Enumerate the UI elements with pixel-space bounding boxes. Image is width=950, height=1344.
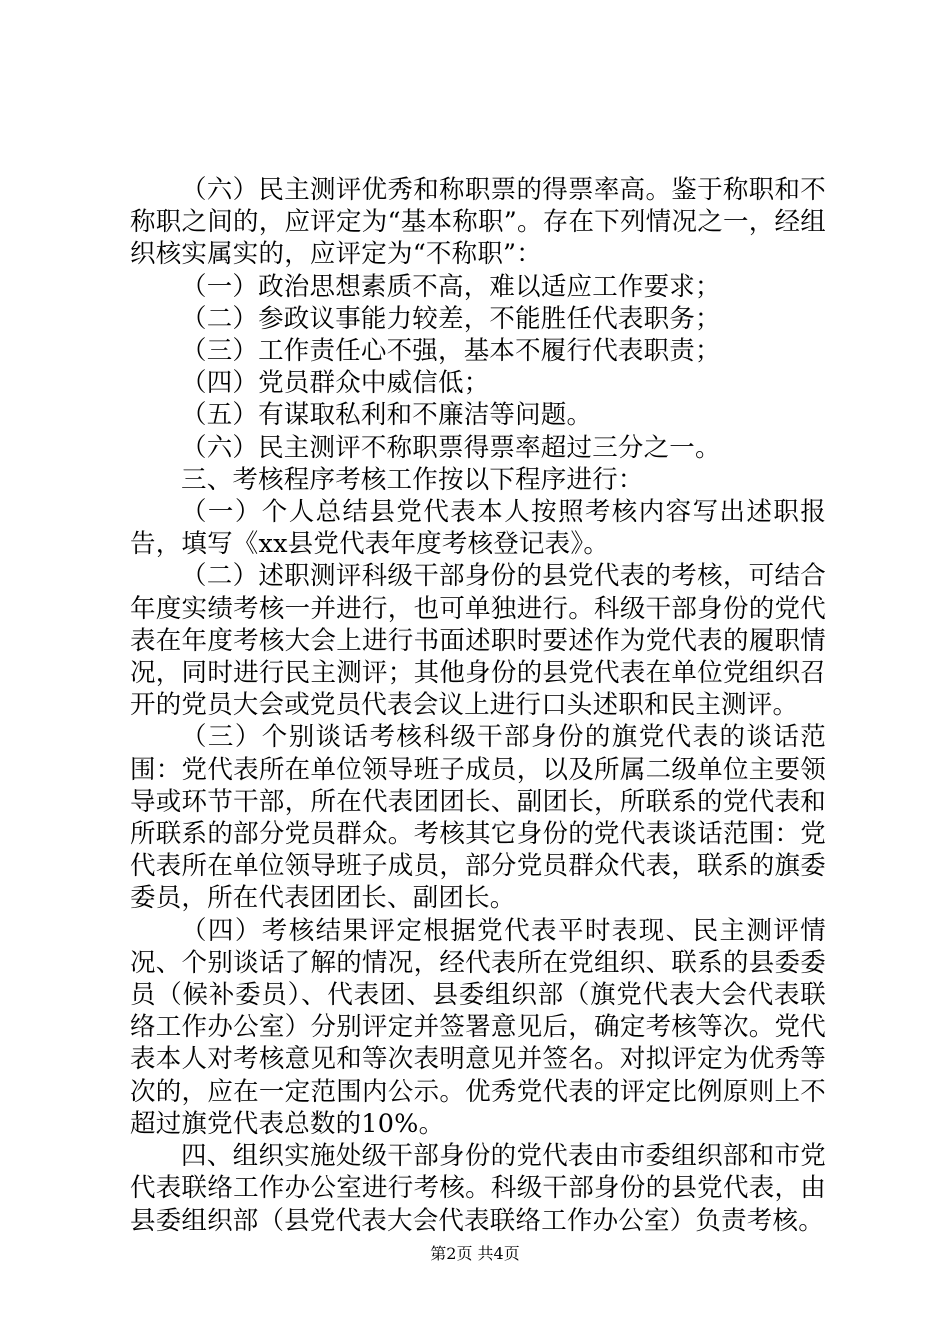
document-body: [130, 174, 826, 1237]
paragraph-item-1: （一）政治思想素质不高，难以适应工作要求；: [181, 271, 721, 302]
section-heading-procedure: 三、考核程序考核工作按以下程序进行：: [181, 464, 644, 495]
paragraph-item-3: （三）工作责任心不强，基本不履行代表职责；: [181, 336, 721, 367]
section-heading-implementation: 四、组织实施处级干部身份的党代表由市委组织部和市党代表联络工作办公室进行考核。科级干部身份的县党代表，由县委组织部（县党代表大会代表联络工作办公室）负责考核。: [130, 1141, 826, 1236]
paragraph-item-2: （二）参政议事能力较差，不能胜任代表职务；: [181, 303, 721, 334]
paragraph-item-4: （四）党员群众中威信低；: [181, 368, 490, 399]
paragraph-item-6: （六）民主测评不称职票得票率超过三分之一。: [181, 432, 721, 463]
paragraph-report-evaluation: （二）述职测评科级干部身份的县党代表的考核，可结合年度实绩考核一并进行，也可单独进行。科级干部身份的党代表在年度考核大会上进行书面述职时要述作为党代表的履职情况，同时进行民主测评；其他身份的县党代表在单位党组织召开的党员大会或党员代表会议上进行口头述职和民主测评。: [130, 561, 826, 721]
page-number-footer: 第2页 共4页: [430, 1244, 520, 1263]
paragraph-item-5: （五）有谋取私利和不廉洁等问题。: [181, 400, 593, 431]
paragraph-result-assessment: （四）考核结果评定根据党代表平时表现、民主测评情况、个别谈话了解的情况，经代表所在党组织、联系的县委委员（候补委员）、代表团、县委组织部（旗党代表大会代表联络工作办公室）分别评定并签署意见后，确定考核等次。党代表本人对考核意见和等次表明意见并签名。对拟评定为优秀等次的，应在一定范围内公示。优秀党代表的评定比例原则上不超过旗党代表总数的10%。: [130, 915, 826, 1139]
paragraph-personal-summary: （一）个人总结县党代表本人按照考核内容写出述职报告，填写《xx县党代表年度考核登记表》。: [130, 497, 826, 560]
paragraph-criteria-intro: （六）民主测评优秀和称职票的得票率高。鉴于称职和不称职之间的，应评定为“基本称职”。存在下列情况之一，经组织核实属实的，应评定为“不称职”：: [130, 175, 826, 270]
paragraph-individual-talks: （三）个别谈话考核科级干部身份的旗党代表的谈话范围：党代表所在单位领导班子成员，以及所属二级单位主要领导或环节干部，所在代表团团长、副团长，所联系的党代表和所联系的部分党员群众。考核其它身份的党代表谈话范围：党代表所在单位领导班子成员，部分党员群众代表，联系的旗委委员，所在代表团团长、副团长。: [130, 722, 826, 914]
